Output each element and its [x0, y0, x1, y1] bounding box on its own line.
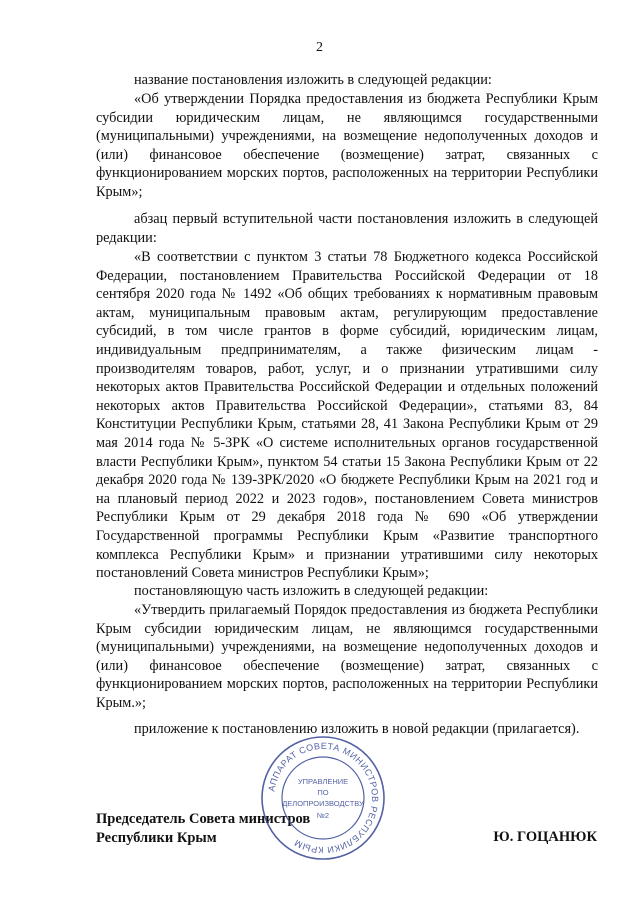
- page-number: 2: [316, 40, 323, 55]
- stamp-ring-text: АППАРАТ СОВЕТА МИНИСТРОВ РЕСПУБЛИКИ КРЫМ: [266, 740, 381, 856]
- paragraph-preamble-instruction: абзац первый вступительной части постановления изложить в следующей редакции:: [96, 211, 598, 246]
- stamp-inner-ring: [282, 757, 364, 839]
- paragraph-operative-instruction: постановляющую часть изложить в следующей редакции:: [134, 583, 489, 599]
- paragraph-appendix-instruction: приложение к постановлению изложить в новой редакции (прилагается).: [134, 721, 580, 737]
- paragraph-new-title: «Об утверждении Порядка предоставления из бюджета Республики Крым субсидии юридическим лицам, не являющимся государственными (муниципальными) учреждениями, на возмещение недополученных доходов и (или) финансовое обеспечение (возмещение) затрат, связанных с функционированием морских портов, расположенных на территории Республики Крым»;: [96, 91, 598, 200]
- paragraph-title-instruction: название постановления изложить в следующей редакции:: [134, 72, 492, 88]
- stamp-line2: ПО: [317, 788, 329, 797]
- stamp-line4: №2: [316, 811, 330, 820]
- official-stamp: [259, 734, 387, 862]
- signature-title-line2: Республики Крым: [96, 829, 217, 846]
- stamp-line1: УПРАВЛЕНИЕ: [297, 777, 349, 786]
- signature-name: Ю. ГОЦАНЮК: [493, 829, 597, 845]
- stamp-outer-ring: [262, 737, 384, 859]
- stamp-line3: ДЕЛОПРОИЗВОДСТВУ: [282, 799, 364, 808]
- paragraph-new-operative: «Утвердить прилагаемый Порядок предоставления из бюджета Республики Крым субсидии юридическим лицам, не являющимся государственными (муниципальными) учреждениями, на возмещение недополученных доходов и (или) финансовое обеспечение (возмещение) затрат, связанных с функционированием морских портов, расположенных на территории Республики Крым.»;: [96, 602, 598, 711]
- paragraph-new-preamble: «В соответствии с пунктом 3 статьи 78 Бюджетного кодекса Российской Федерации, постановлением Правительства Российской Федерации от 18 сентября 2020 года № 1492 «Об общих требованиях к нормативным правовым актам, муниципальным правовым актам, регулирующим предоставление субсидий, в том числе грантов в форме субсидий, юридическим лицам, индивидуальным предпринимателям, а также физическим лицам - производителям товаров, работ, услуг, и о признании утратившими силу некоторых актов Правительства Российской Федерации и отдельных положений некоторых актов Правительства Российской Федерации», статьями 83, 84 Конституции Республики Крым, статьями 28, 41 Закона Республики Крым от 29 мая 2014 года № 5-ЗРК «О системе исполнительных органов государственной власти Республики Крым», пунктом 54 статьи 15 Закона Республики Крым от 22 декабря 2020 года № 139-ЗРК/2020 «О бюджете Республики Крым на 2021 год и на плановый период 2022 и 2023 годов», постановлением Совета министров Республики Крым от 29 декабря 2018 года № 690 «Об утверждении Государственной программы Республики Крым «Развитие транспортного комплекса Республики Крым» и признании утратившими силу некоторых постановлений Совета министров Республики Крым»;: [96, 249, 598, 582]
- signature-title-line1: Председатель Совета министров: [96, 811, 311, 827]
